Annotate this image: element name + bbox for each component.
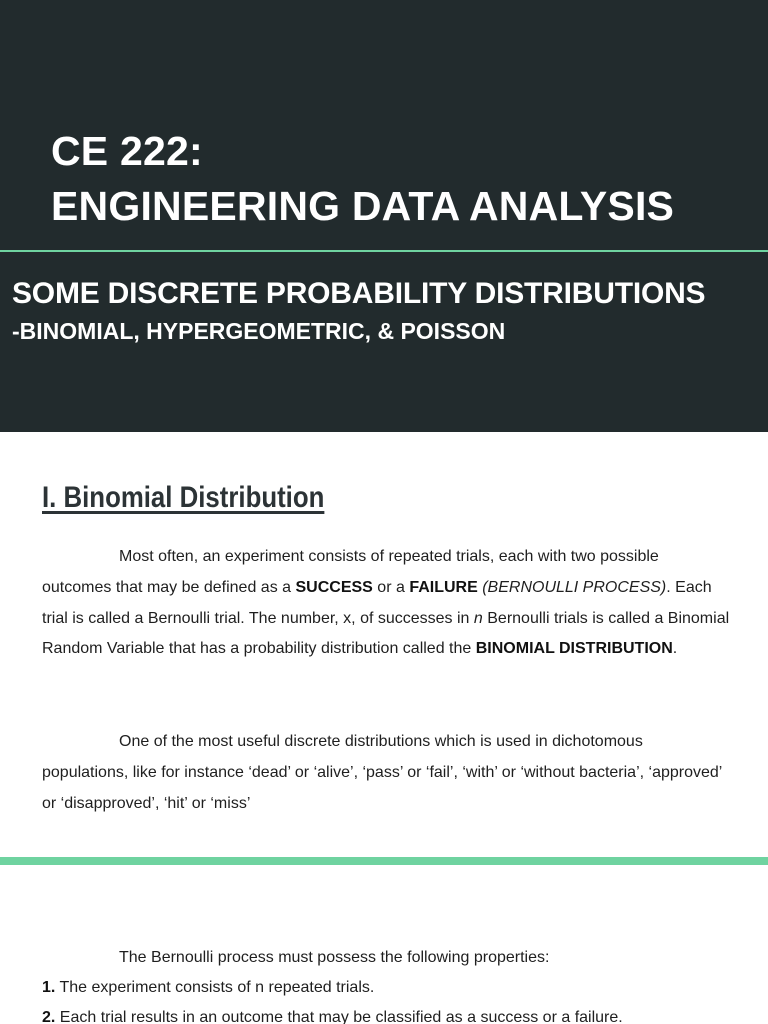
- header-divider: [0, 250, 768, 252]
- topic-subtitle: -BINOMIAL, HYPERGEOMETRIC, & POISSON: [12, 318, 506, 344]
- paragraph-binomial-definition: [42, 542, 732, 665]
- italic-term-bernoulli-process: (BERNOULLI PROCESS): [477, 578, 667, 596]
- properties-list: [42, 973, 742, 1024]
- bold-term-success: SUCCESS: [295, 578, 373, 596]
- topic-title: SOME DISCRETE PROBABILITY DISTRIBUTIONS: [12, 277, 706, 310]
- paragraph-dichotomous: One of the most useful discrete distributions which is used in dichotomous populations, like for instance ‘dead’ or ‘alive’, ‘pass’ or ‘fail’, ‘with’ or ‘without bacteria’, ‘approved’ or ‘disapproved’, ‘hit’ or ‘miss’: [42, 733, 722, 812]
- course-name: ENGINEERING DATA ANALYSIS: [51, 183, 675, 229]
- text-span: . Each trial is called a Bernoulli trial. The number, x, of successes in: [42, 578, 712, 627]
- properties-intro: The Bernoulli process must possess the following properties:: [119, 949, 550, 966]
- title-banner: [0, 0, 768, 432]
- bold-term-binomial-distribution: BINOMIAL DISTRIBUTION: [475, 640, 673, 658]
- list-number: 2.: [42, 1009, 56, 1024]
- course-title: [51, 124, 674, 234]
- course-code: CE 222:: [51, 128, 203, 174]
- text-span: Bernoulli trials is called a Binomial Random Variable that has a probability distribution called the: [42, 609, 730, 658]
- bold-term-failure: FAILURE: [409, 578, 478, 596]
- text-span: Most often, an experiment consists of repeated trials, each with two possible outcomes that may be defined as a: [42, 548, 659, 596]
- section-heading: I. Binomial Distribution: [42, 481, 325, 514]
- list-number: 1.: [42, 979, 56, 996]
- list-item: [42, 1003, 742, 1024]
- text-span: or a: [372, 578, 410, 596]
- list-text: Each trial results in an outcome that may be classified as a success or a failure.: [55, 1009, 623, 1024]
- italic-variable-n: n: [473, 609, 483, 627]
- list-text: The experiment consists of n repeated trials.: [55, 979, 375, 996]
- section-divider: [0, 857, 768, 865]
- text-span: .: [672, 640, 678, 658]
- list-item: [42, 973, 742, 1003]
